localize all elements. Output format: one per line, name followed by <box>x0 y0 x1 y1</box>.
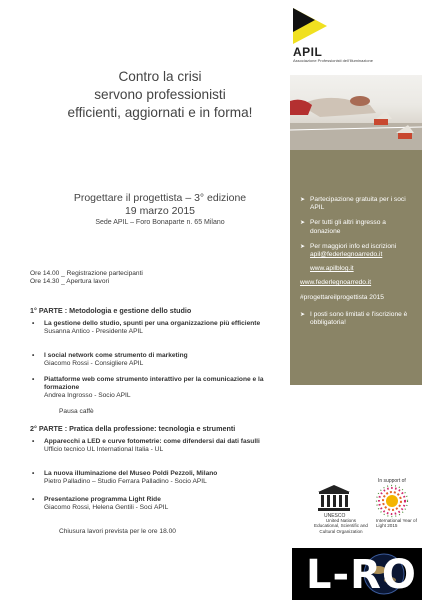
bullet-icon: • <box>32 470 35 477</box>
bullet-icon: • <box>32 496 35 503</box>
unesco-temple-icon <box>316 484 352 512</box>
schedule <box>30 270 143 287</box>
headline <box>40 68 280 122</box>
info-item-contacts: ➤ Per maggiori info ed iscrizioni apil@federlegnoarredo.it www.apilblog.it www.federlegnoarredo.it #progettareilprogettista 2015 <box>300 243 418 302</box>
bullet-icon: • <box>32 320 35 327</box>
headline-line-3: efficienti, aggiornati e in forma! <box>67 105 253 120</box>
site-link[interactable]: www.federlegnoarredo.it <box>300 279 372 287</box>
unesco-label: UNESCO <box>324 513 346 519</box>
item-speaker: Andrea Ingrosso - Socio APIL <box>44 392 131 400</box>
event-title: Progettare il progettista – 3° edizione <box>73 192 247 204</box>
event-venue: Sede APIL – Foro Bonaparte n. 65 Milano <box>95 219 225 226</box>
closing-note: Chiusura lavori prevista per le ore 18.00 <box>59 528 176 535</box>
email-link[interactable]: apil@federlegnoarredo.it <box>310 251 383 259</box>
lro-text: L-RO <box>306 552 417 598</box>
item-title: Apparecchi a LED e curve fotometrie: come difendersi dai dati fasulli <box>44 438 260 445</box>
part2-item-3 <box>32 496 284 512</box>
part2-item-1 <box>32 438 284 454</box>
bullet-icon: • <box>32 438 35 445</box>
part1-item-3 <box>32 376 284 401</box>
item-speaker: Ufficio tecnico UL International Italia - UL <box>44 446 164 454</box>
year-of-light-text: International Year of Light 2015 <box>376 518 417 529</box>
info-list <box>300 196 418 334</box>
bullet-icon: • <box>32 352 35 359</box>
event-info <box>40 192 280 228</box>
coffee-break: Pausa caffè <box>59 408 94 415</box>
year-of-light-logo-icon <box>370 484 414 518</box>
event-date: 19 marzo 2015 <box>124 205 196 217</box>
info-item-limited: ➤ I posti sono limitati e l'iscrizione è obbligatoria! <box>300 310 408 327</box>
runner-illustration <box>290 75 422 150</box>
apil-logo-icon <box>293 8 327 44</box>
arrow-icon: ➤ <box>300 220 306 227</box>
apil-logo-subtitle: Associazione Professionisti dell'Illuminazione <box>293 58 373 63</box>
lro-logo <box>292 548 422 600</box>
arrow-icon: ➤ <box>300 197 306 203</box>
item-speaker: Giacomo Rossi, Helena Gentili - Soci APIL <box>44 504 169 512</box>
in-support-label: In support of <box>378 478 406 484</box>
part1-heading: 1° PARTE : Metodologia e gestione dello studio <box>30 306 192 315</box>
item-title: Presentazione programma Light Ride <box>44 496 161 503</box>
info-item-free: ➤ Partecipazione gratuita per i soci APIL <box>300 196 406 212</box>
apil-logo-name: APIL <box>293 45 323 59</box>
runner-photo <box>290 75 422 150</box>
item-title: I social network come strumento di marketing <box>44 352 188 359</box>
item-speaker: Pietro Palladino – Studio Ferrara Palladino - Socio APIL <box>44 478 207 486</box>
item-title: La nuova illuminazione del Museo Poldi Pezzoli, Milano <box>44 470 218 477</box>
hashtag: #progettareilprogettista 2015 <box>300 293 384 301</box>
part1-item-1 <box>32 320 284 336</box>
unesco-text: United Nations Educational, Scientific and Cultural Organization <box>314 518 368 534</box>
item-speaker: Giacomo Rossi - Consigliere APIL <box>44 360 144 368</box>
schedule-opening: Ore 14.30 _ Apertura lavori <box>30 278 110 286</box>
item-speaker: Susanna Antico - Presidente APIL <box>44 328 143 336</box>
part2-item-2 <box>32 470 284 486</box>
item-title: La gestione dello studio, spunti per una organizzazione più efficiente <box>44 320 261 327</box>
arrow-icon: ➤ <box>300 311 306 318</box>
blog-link[interactable]: www.apilblog.it <box>310 265 354 273</box>
arrow-icon: ➤ <box>300 243 306 250</box>
item-title: Piattaforme web come strumento interattivo per la comunicazione e la formazione <box>44 376 264 392</box>
part1-item-2 <box>32 352 284 368</box>
schedule-registration: Ore 14.00 _ Registrazione partecipanti <box>30 270 143 277</box>
bullet-icon: • <box>32 376 35 383</box>
headline-line-1: Contro la crisi <box>118 69 202 84</box>
part2-heading: 2° PARTE : Pratica della professione: tecnologia e strumenti <box>30 424 236 433</box>
headline-line-2: servono professionisti <box>94 87 226 102</box>
info-item-donation: ➤ Per tutti gli altri ingresso a donazione <box>300 219 386 235</box>
